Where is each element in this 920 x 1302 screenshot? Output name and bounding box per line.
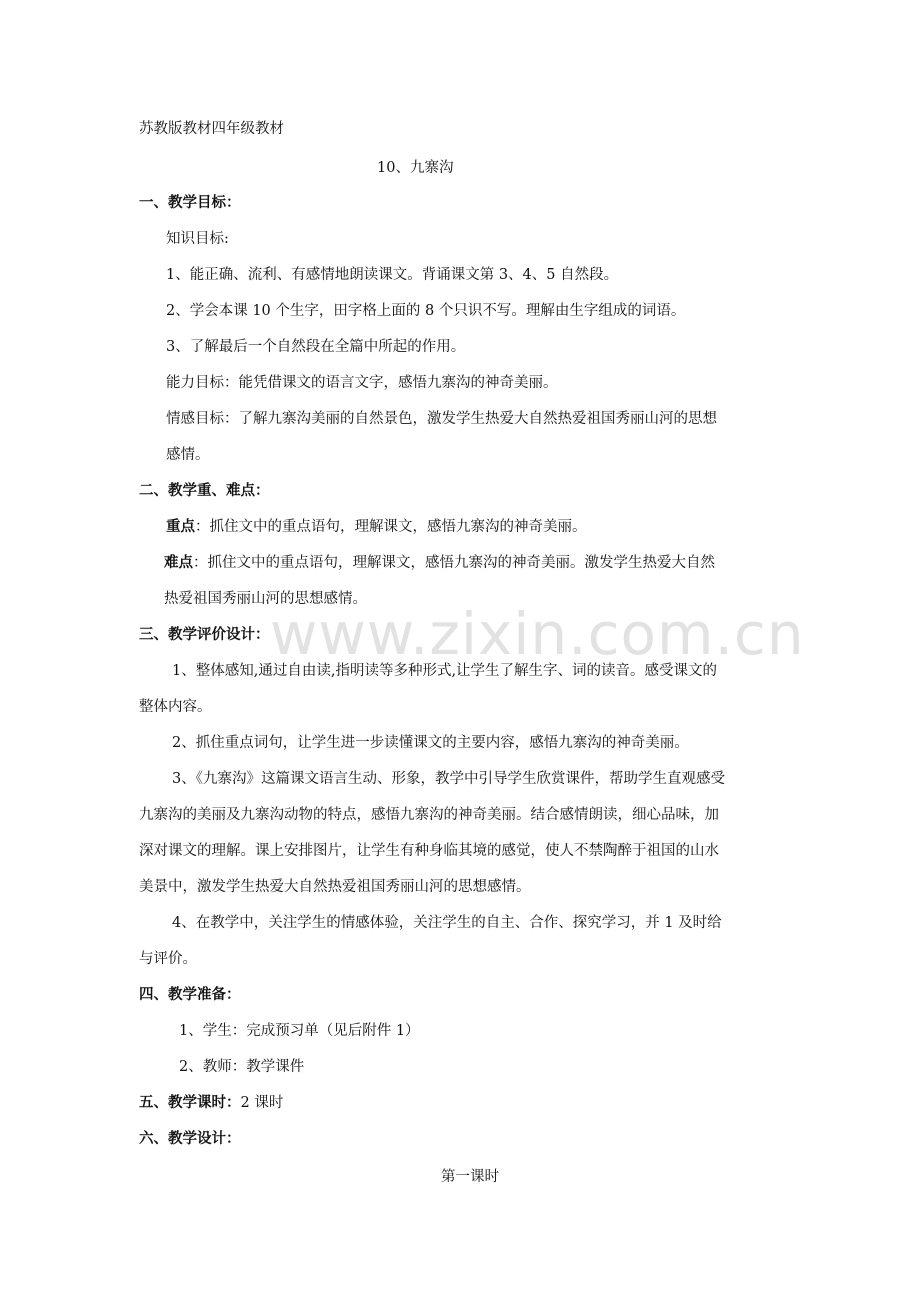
knowledge-goal-item: 3、了解最后一个自然段在全篇中所起的作用。 [166, 339, 466, 355]
section4-heading: 四、教学准备： [139, 986, 241, 1003]
difficulty-label: 难点 [164, 554, 193, 571]
evaluation-item3-line4: 美景中，激发学生热爱大自然热爱祖国秀丽山河的思想感情。 [139, 879, 531, 895]
difficulty-text-line1: ：抓住文中的重点语句，理解课文，感悟九寨沟的神奇美丽。激发学生热爱大自然 [193, 555, 715, 571]
difficulty-text-line2: 热爱祖国秀丽山河的思想感情。 [164, 591, 367, 607]
key-point [166, 517, 587, 537]
evaluation-item4-line2: 与评价。 [139, 951, 197, 967]
section5-value: 2 课时 [240, 1095, 284, 1111]
watermark: www.zixin.com.cn [270, 600, 805, 668]
section3-heading: 三、教学评价设计： [139, 626, 270, 643]
knowledge-goal-item: 1、能正确、流利、有感情地朗读课文。背诵课文第 3、4、5 自然段。 [166, 267, 619, 283]
preparation-item: 2、教师：教学课件 [179, 1059, 305, 1075]
evaluation-item4-line1: 4、在教学中，关注学生的情感体验，关注学生的自主、合作、探究学习，并 1 及时给 [172, 915, 722, 931]
emotion-goal-line2: 感情。 [166, 447, 210, 463]
evaluation-item3-line2: 九寨沟的美丽及九寨沟动物的特点，感悟九寨沟的神奇美丽。结合感情朗读，细心品味，加 [139, 807, 719, 823]
section1-heading: 一、教学目标： [139, 194, 241, 211]
section2-heading: 二、教学重、难点： [139, 482, 270, 499]
ability-goal: 能力目标：能凭借课文的语言文字，感悟九寨沟的神奇美丽。 [166, 375, 558, 391]
emotion-goal-line1: 情感目标：了解九寨沟美丽的自然景色，激发学生热爱大自然热爱祖国秀丽山河的思想 [166, 411, 717, 427]
section5-heading: 五、教学课时： [139, 1094, 241, 1111]
evaluation-item3-line3: 深对课文的理解。课上安排图片，让学生有种身临其境的感觉，使人不禁陶醉于祖国的山水 [139, 843, 719, 859]
key-point-label: 重点 [166, 518, 195, 535]
source-label: 苏教版教材四年级教材 [139, 121, 284, 137]
evaluation-item2-line1: 2、抓住重点词句，让学生进一步读懂课文的主要内容，感悟九寨沟的神奇美丽。 [172, 735, 689, 751]
section5 [139, 1093, 283, 1113]
key-point-text: ：抓住文中的重点语句，理解课文，感悟九寨沟的神奇美丽。 [195, 519, 587, 535]
lesson-period-title: 第一课时 [441, 1169, 499, 1185]
document-title: 10、九寨沟 [377, 160, 454, 176]
knowledge-goal-item: 2、学会本课 10 个生字，田字格上面的 8 个只识不写。理解由生字组成的词语。 [166, 303, 686, 319]
knowledge-goal-label: 知识目标: [166, 231, 229, 247]
difficulty-point [164, 553, 715, 573]
evaluation-item3-line1: 3、《九寨沟》这篇课文语言生动、形象，教学中引导学生欣赏课件，帮助学生直观感受 [172, 771, 725, 787]
section6-heading: 六、教学设计： [139, 1130, 241, 1147]
evaluation-item1-line2: 整体内容。 [139, 699, 212, 715]
preparation-item: 1、学生：完成预习单（见后附件 1） [179, 1023, 420, 1039]
evaluation-item1-line1: 1、整体感知,通过自由读,指明读等多种形式,让学生了解生字、词的读音。感受课文的 [172, 663, 718, 679]
